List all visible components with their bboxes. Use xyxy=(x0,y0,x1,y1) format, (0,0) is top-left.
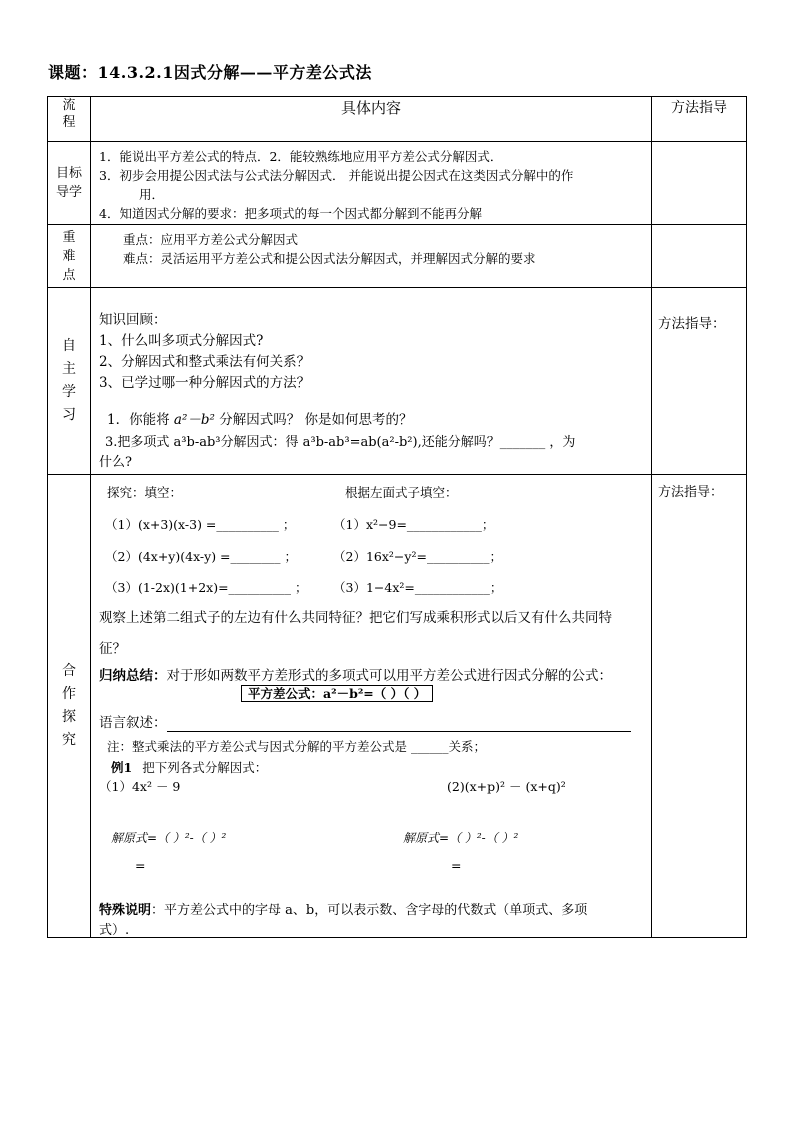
summary: 归纳总结：对于形如两数平方差形式的多项式可以用平方差公式进行因式分解的公式： xyxy=(99,668,612,684)
page-title: 课题：14.3.2.1因式分解——平方差公式法 xyxy=(48,63,372,82)
formula-box: 平方差公式：a²－b²=（ ）（ ） xyxy=(241,684,433,702)
header-content: 具体内容 xyxy=(91,97,652,142)
self-content: 知识回顾： 1、什么叫多项式分解因式? 2、分解因式和整式乘法有何关系？ 3、已学过哪一种分解因式的方法？ 1．你能将 a²－b² 分解因式吗？ 你是如何思考的？ 3.把多项式 a³b-ab³分解因式：得 a³b-ab³=ab(a²-b²),还能分解吗？_______ ，为 什么? xyxy=(91,288,652,475)
verbal-statement: 语言叙述： xyxy=(99,711,631,732)
question-1: 1．你能将 a²－b² 分解因式吗？ 你是如何思考的？ xyxy=(107,412,413,428)
coop-method: 方法指导： xyxy=(652,475,747,938)
goals-method xyxy=(652,142,747,225)
table-header-row xyxy=(48,97,747,142)
coop-row xyxy=(48,475,747,938)
key-method xyxy=(652,225,747,288)
header-method: 方法指导 xyxy=(652,97,747,142)
self-row xyxy=(48,288,747,475)
goals-row xyxy=(48,142,747,225)
coop-content: 探究：填空： 根据左面式子填空： （1）(x+3)(x-3) =__________ ； （1）x²−9=____________； （2）(4x+y)(4x-y) =________ ； （2）16x²−y²=__________； （3）(1-2x)(1+2x)=__________ ； （3）1−4x²=____________； 观察上述第二组式子的左边有什么共同特征？把它们写成乘积形式以后又有什么共同特 征？ 归纳总结：对于形如两数平方差形式的多项式可以用平方差公式进行因式分解的公式： 平方差公式：a²－b²=（ ）（ ） 语言叙述： 注：整式乘法的平方差公式与因式分解的平方差公式是 ______关系； 例1 把下列各式分解因式： （1）4x² － 9 (2)(x+p)² － (x+q)² 解原式=（ ）²-（ ）² 解原式=（ ）²-（ ）² = = 特殊说明：平方差公式中的字母 a、b，可以表示数、含字母的代数式（单项式、多项 式）. xyxy=(91,475,652,938)
goals-label: 目标导学 xyxy=(48,142,91,225)
header-flow: 流程 xyxy=(48,97,91,142)
key-row xyxy=(48,225,747,288)
coop-label: 合作探究 xyxy=(48,475,91,938)
self-label: 自主学习 xyxy=(48,288,91,475)
example-1: 例1 把下列各式分解因式： xyxy=(111,760,268,775)
key-content: 重点：应用平方差公式分解因式 难点：灵活运用平方差公式和提公因式法分解因式，并理解因式分解的要求 xyxy=(91,225,652,288)
self-method: 方法指导： xyxy=(652,288,747,475)
special-note: 特殊说明：平方差公式中的字母 a、b，可以表示数、含字母的代数式（单项式、多项 xyxy=(99,903,588,918)
key-label: 重难点 xyxy=(48,225,91,288)
goals-content: 1．能说出平方差公式的特点．2．能较熟练地应用平方差公式分解因式． 3．初步会用提公因式法与公式法分解因式． 并能说出提公因式在这类因式分解中的作 用． 4．知道因式分解的要求：把多项式的每一个因式都分解到不能再分解 xyxy=(91,142,652,225)
lesson-table xyxy=(47,96,747,938)
